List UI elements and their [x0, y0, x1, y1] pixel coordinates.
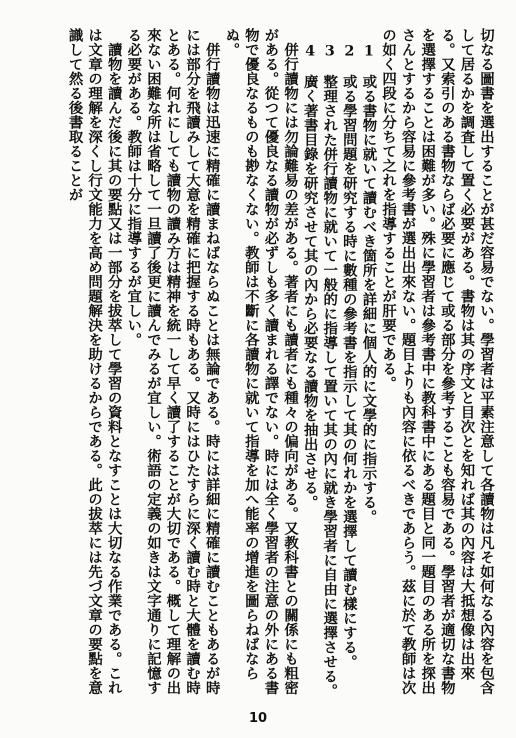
list-item-4 — [300, 28, 320, 704]
item-number: 2 — [340, 42, 358, 60]
item-text: 整理された併行讀物に就いて一般的に指導して置いて其の內に就き學習者に自由に選擇させる。 — [321, 74, 339, 698]
item-number: 3 — [321, 42, 339, 60]
list-item-1 — [359, 28, 379, 704]
paragraph-4 — [65, 28, 124, 704]
item-text: 或る書物に就いて讀むべき箇所を詳細に個人的に文學的に指示する。 — [360, 74, 378, 524]
item-text: 或る學習問題を研究する時に數種の參考書を指示して其の何れかを選擇して讀む樣にする。 — [340, 74, 358, 669]
item-number: 4 — [301, 42, 319, 60]
list-item-2 — [339, 28, 359, 704]
paragraph-2 — [222, 28, 300, 704]
body-text — [10, 28, 496, 704]
paragraph-2-text: 併行讀物には勿論難易の差がある。著者にも讀者にも種々の偏向がある。又教科書との關係にも粗密がある。從つて優良なる讀物が必ずしも多く讀まれる譯でない。時には全く學習者の注意の外にある書物で優良なるものも尠なくない。教師は不斷に各讀物に就いて指導を加へ能率の增進を圖らねばならぬ。 — [223, 28, 300, 695]
page-number: 10 — [248, 711, 268, 726]
paragraph-3-text: 併行讀物は迅速に精確に讀まねばならぬことは無論である。時には詳細に精確に讀むこともあるが時には部分を飛讀みして大意を精確に把握する時もある。又時にはひたすらに深く讀む時と大體を讀む時とある。何れにしても讀物の讀み方は精神を統一して早く讀了することが大切である。概して理解の出來ない困難な所は省略して一旦讀了後更に讀んでみるが宜しい。術語の定義の如きは文字通りに記憶する必要がある。教師は十分に指導するが宜しい。 — [125, 28, 221, 695]
paragraph-3 — [124, 28, 222, 704]
paragraph-intro: 切なる圖書を選出することが甚だ容易でない。學習者は平素注意して各讀物は凡そ如何なる內容を包含して居るかを調査して置く必要がある。書物は其の序文と目次とを知れば其の內容は大抵想像は出來る。又索引のある書物ならば必要に應じて或る部分を參考することも容易である。學習者が適切な書物を選擇することは困難が多い。殊に學習者は參考書中に教科書中にある題目と同一題目のある所を探出さんとするから容易に參考書が選出出來ない。題目よりも內容に依るべきであらう。茲に於て教師は次の如く四段に分ちて之れを指導することが肝要である。 — [380, 28, 495, 695]
paragraph-4-text: 讀物を讀んだ後に其の要點又は一部分を拔萃して學習の資料となすことは大切なる作業である。これは文章の理解を深くし行文能力を高め問題解決を助けるからである。此の拔萃には先づ文章の要點を意識して然る後書取ることが — [66, 28, 123, 695]
item-text: 廣く著書目錄を研究させて其の內から必要なる讀物を抽出させる。 — [301, 74, 319, 510]
item-number: 1 — [360, 42, 378, 60]
list-item-3 — [320, 28, 340, 704]
